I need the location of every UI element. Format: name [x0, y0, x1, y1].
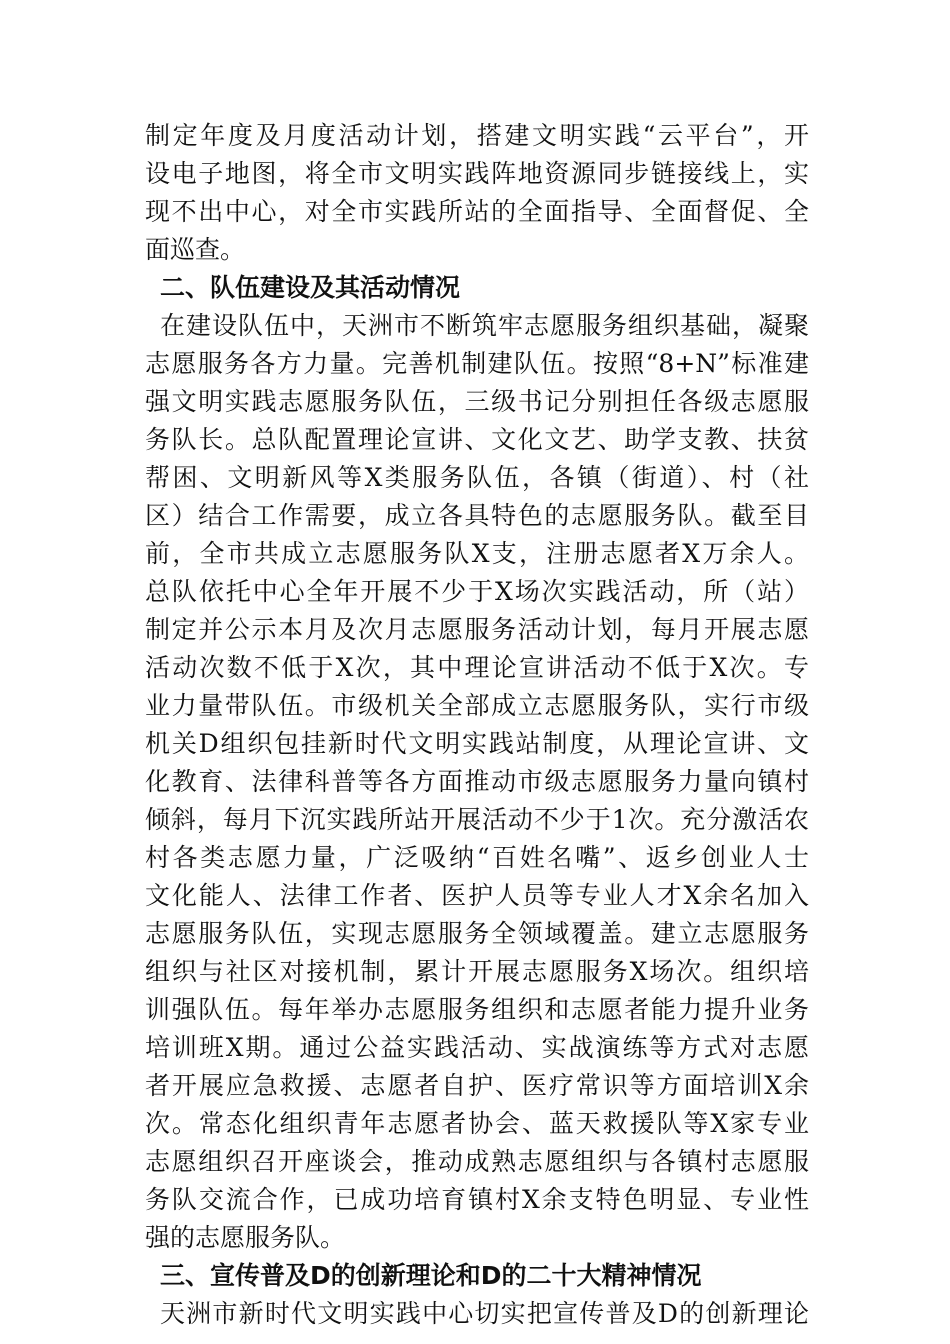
section-heading-2: 二、队伍建设及其活动情况: [160, 273, 461, 302]
paragraph-line: 面巡查。: [145, 235, 246, 264]
paragraph-line: 务队长。总队配置理论宣讲、文化文艺、助学支教、扶贫: [145, 425, 809, 454]
paragraph-line: 文化能人、法律工作者、医护人员等专业人才X余名加入: [145, 881, 809, 910]
paragraph-line: 培训班X期。通过公益实践活动、实战演练等方式对志愿: [145, 1033, 809, 1062]
paragraph-line: 天洲市新时代文明实践中心切实把宣传普及D的创新理论: [160, 1299, 809, 1328]
paragraph-line: 机关D组织包挂新时代文明实践站制度，从理论宣讲、文: [145, 729, 809, 758]
paragraph-line: 在建设队伍中，天洲市不断筑牢志愿服务组织基础，凝聚: [160, 311, 809, 340]
paragraph-line: 者开展应急救援、志愿者自护、医疗常识等方面培训X余: [145, 1071, 809, 1100]
paragraph-line: 设电子地图，将全市文明实践阵地资源同步链接线上，实: [145, 159, 809, 188]
paragraph-line: 倾斜，每月下沉实践所站开展活动不少于1次。充分激活农: [145, 805, 809, 834]
paragraph-line: 制定并公示本月及次月志愿服务活动计划，每月开展志愿: [145, 615, 809, 644]
paragraph-line: 前，全市共成立志愿服务队X支，注册志愿者X万余人。: [145, 539, 809, 568]
paragraph-line: 制定年度及月度活动计划，搭建文明实践“云平台”，开: [145, 121, 809, 150]
paragraph-line: 志愿服务队伍，实现志愿服务全领域覆盖。建立志愿服务: [145, 919, 809, 948]
paragraph-line: 强文明实践志愿服务队伍，三级书记分别担任各级志愿服: [145, 387, 809, 416]
paragraph-line: 训强队伍。每年举办志愿服务组织和志愿者能力提升业务: [145, 995, 809, 1024]
paragraph-line: 务队交流合作，已成功培育镇村X余支特色明显、专业性: [145, 1185, 809, 1214]
paragraph-line: 区）结合工作需要，成立各具特色的志愿服务队。截至目: [145, 501, 809, 530]
paragraph-line: 化教育、法律科普等各方面推动市级志愿服务力量向镇村: [145, 767, 809, 796]
paragraph-line: 村各类志愿力量，广泛吸纳“百姓名嘴”、返乡创业人士: [145, 843, 809, 872]
paragraph-line: 志愿组织召开座谈会，推动成熟志愿组织与各镇村志愿服: [145, 1147, 809, 1176]
section-heading-3: 三、宣传普及D的创新理论和D的二十大精神情况: [160, 1261, 702, 1290]
paragraph-line: 志愿服务各方力量。完善机制建队伍。按照“8+N”标准建: [145, 349, 809, 378]
paragraph-line: 次。常态化组织青年志愿者协会、蓝天救援队等X家专业: [145, 1109, 809, 1138]
paragraph-line: 业力量带队伍。市级机关全部成立志愿服务队，实行市级: [145, 691, 809, 720]
paragraph-line: 帮困、文明新风等X类服务队伍，各镇（街道）、村（社: [145, 463, 809, 492]
paragraph-line: 组织与社区对接机制，累计开展志愿服务X场次。组织培: [145, 957, 809, 986]
paragraph-line: 强的志愿服务队。: [145, 1223, 346, 1252]
paragraph-line: 现不出中心，对全市实践所站的全面指导、全面督促、全: [145, 197, 809, 226]
paragraph-line: 活动次数不低于X次，其中理论宣讲活动不低于X次。专: [145, 653, 809, 682]
paragraph-line: 总队依托中心全年开展不少于X场次实践活动，所（站）: [145, 577, 809, 606]
